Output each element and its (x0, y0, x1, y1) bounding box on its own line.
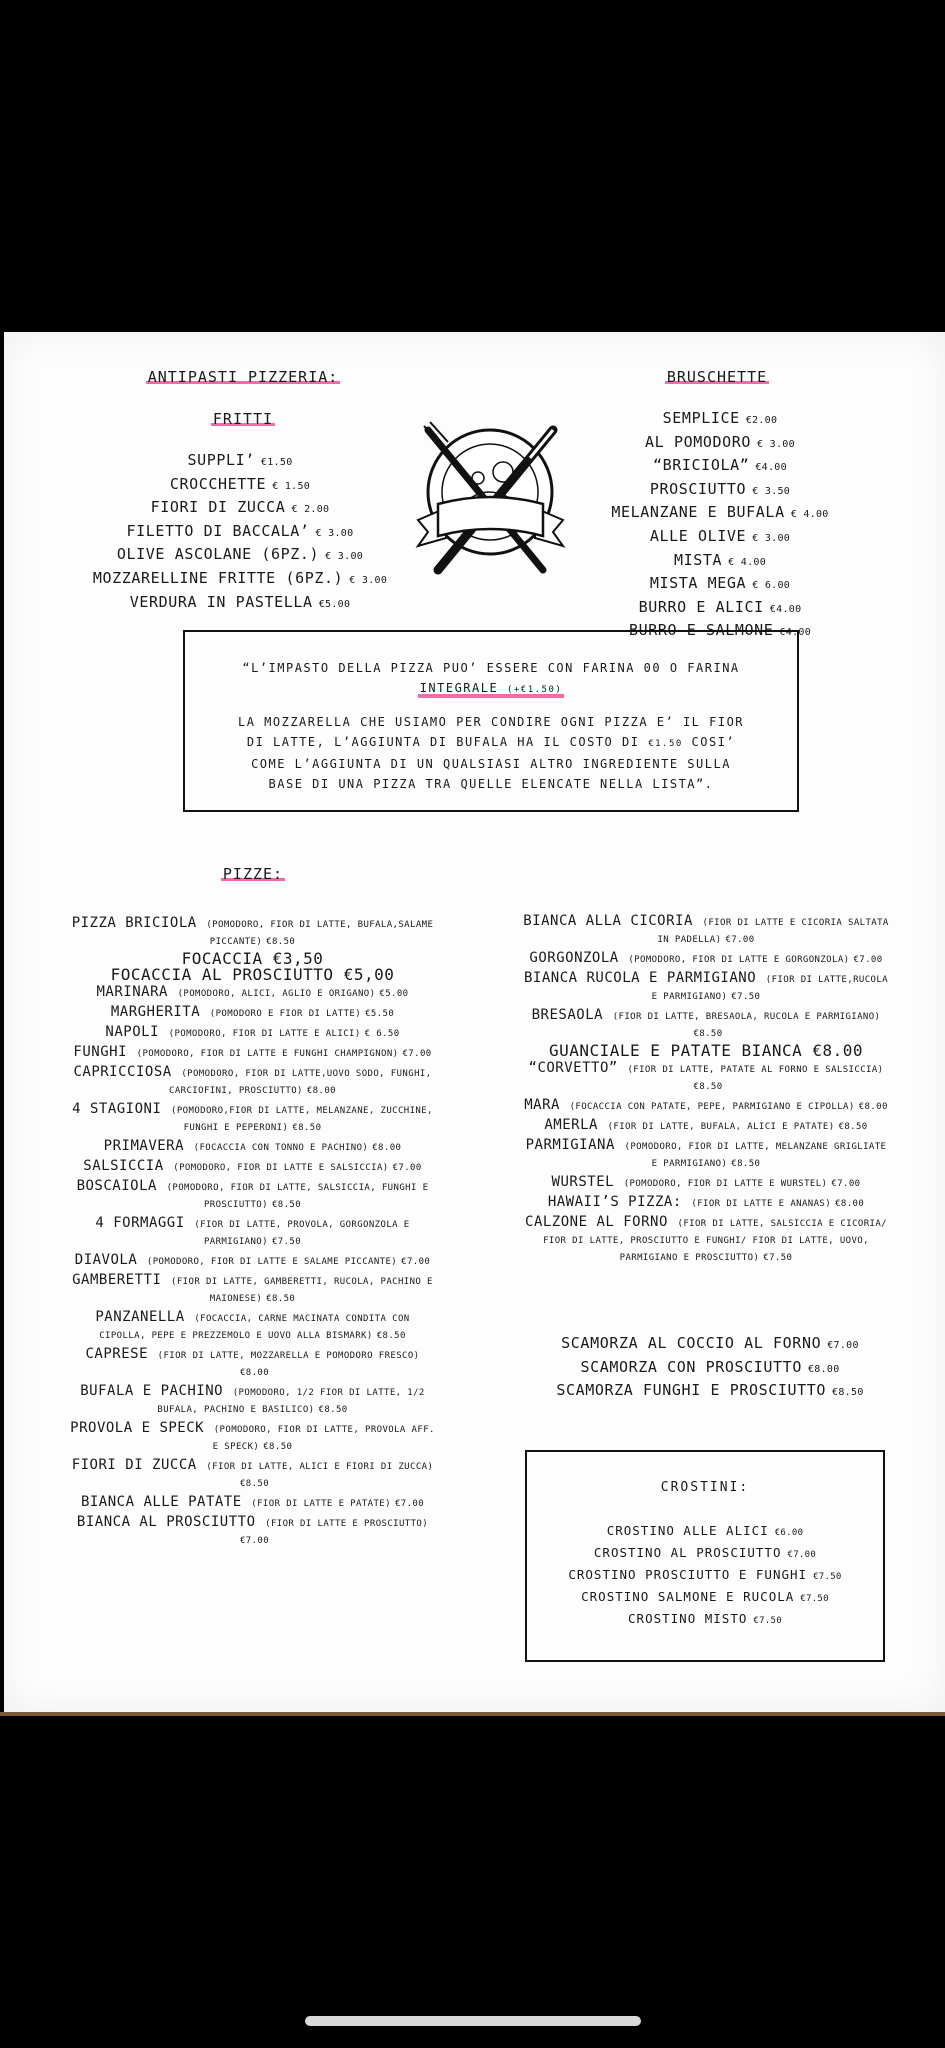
pizza-name: FOCACCIA AL PROSCIUTTO €5,00 (110, 965, 395, 984)
pizza-ingredients: (FIOR DI LATTE, GAMBERETTI, RUCOLA, PACHINO E MAIONESE) (171, 1277, 433, 1304)
pizza-price: € 6.50 (364, 1029, 400, 1039)
pizza-ingredients: (POMODORO, FIOR DI LATTE E FUNGHI CHAMPIGNON) (136, 1049, 399, 1059)
pizza-ingredients: (POMODORO, FIOR DI LATTE, SALSICCIA, FUNGHI E PROSCIUTTO) (166, 1183, 429, 1210)
pizza-price: €8.50 (731, 1159, 761, 1169)
crostino-name: CROSTINO SALMONE E RUCOLA (581, 1589, 795, 1604)
bruschetta-name: “BRICIOLA” (653, 456, 750, 475)
bruschetta-item (590, 455, 850, 479)
notice-bufala-price: €1.50 (648, 739, 683, 749)
pizza-name: DIAVOLA (74, 1252, 138, 1268)
pizza-name: PROVOLA E SPECK (70, 1420, 205, 1436)
scamorza-name: SCAMORZA FUNGHI E PROSCIUTTO (556, 1381, 827, 1400)
scamorza-price: €8.50 (832, 1387, 864, 1399)
pizza-item (70, 984, 435, 1001)
bruschetta-item (590, 526, 850, 550)
bruschetta-price: € 3.50 (752, 485, 791, 497)
pizze-heading (208, 865, 298, 883)
bruschetta-item (590, 597, 850, 621)
bruschetta-price: €4.00 (755, 462, 787, 474)
pizza-name: BUFALA E PACHINO (80, 1383, 224, 1399)
antipasto-item (70, 544, 410, 568)
antipasto-price: € 2.00 (291, 504, 330, 516)
antipasto-name: VERDURA IN PASTELLA (129, 592, 313, 611)
pizza-name: BIANCA RUCOLA E PARMIGIANO (524, 970, 757, 986)
pizza-item (520, 913, 892, 947)
fritti-title: FRITTI (212, 410, 274, 428)
bruschetta-price: € 3.00 (752, 532, 791, 544)
pizza-item (520, 1174, 892, 1191)
pizze-title: PIZZE: (222, 865, 284, 883)
bruschetta-price: € 6.00 (752, 580, 791, 592)
notice-body-2a: DI LATTE, L’AGGIUNTA DI BUFALA HA IL COSTO DI (246, 735, 640, 749)
crostino-name: CROSTINO AL PROSCIUTTO (593, 1545, 782, 1560)
pizza-item (70, 1138, 435, 1155)
scamorza-name: SCAMORZA CON PROSCIUTTO (580, 1357, 802, 1376)
pizza-ingredients: (POMODORO, ALICI, AGLIO E ORIGANO) (177, 989, 376, 999)
pizza-price: €7.50 (731, 992, 761, 1002)
crostino-item (527, 1565, 883, 1587)
crostino-price: €7.50 (813, 1572, 842, 1582)
pizza-item (520, 1007, 892, 1041)
pizza-item (520, 1117, 892, 1134)
pizza-item (70, 1064, 435, 1098)
crostini-title: CROSTINI: (660, 1480, 750, 1495)
bruschetta-price: €2.00 (745, 415, 778, 426)
plate-cutlery-icon (408, 420, 573, 585)
pizza-price: €8.50 (376, 1331, 406, 1341)
pizza-item (70, 1420, 435, 1454)
pizza-ingredients: (FOCACCIA, CARNE MACINATA CONDITA CON CIPOLLA, PEPE E PREZZEMOLO E UOVO ALLA BISMARK) (99, 1314, 410, 1341)
pizza-name: FOCACCIA €3,50 (181, 949, 324, 968)
notice-body-2b: COSI’ (691, 735, 736, 749)
pizza-price: €8.50 (693, 1082, 723, 1092)
antipasto-item (70, 592, 410, 616)
paper-edge (0, 1712, 945, 1716)
pizza-price: €7.00 (831, 1179, 861, 1189)
antipasto-name: CROCCHETTE (169, 474, 267, 493)
pizza-item (520, 1041, 892, 1060)
antipasto-name: FIORI DI ZUCCA (150, 498, 286, 517)
pizza-name: GUANCIALE E PATATE BIANCA €8.00 (548, 1041, 864, 1060)
pizza-ingredients: (FIOR DI LATTE E ANANAS) (691, 1199, 832, 1209)
scamorza-price: €8.00 (807, 1363, 840, 1375)
pizza-ingredients: (POMODORO, FIOR DI LATTE E ALICI) (168, 1029, 361, 1039)
pizza-name: MARINARA (96, 984, 168, 1000)
pizza-item (520, 950, 892, 967)
bruschetta-name: PROSCIUTTO (649, 479, 747, 498)
pizza-price: €8.00 (239, 1368, 270, 1378)
pizza-name: NAPOLI (105, 1024, 159, 1040)
bruschetta-price: €4.00 (779, 627, 812, 639)
bruschetta-item (590, 479, 850, 503)
pizza-price: €7.00 (402, 1049, 432, 1059)
crostino-price: €7.00 (787, 1550, 817, 1560)
pizza-item (520, 1060, 892, 1094)
pizza-ingredients: (POMODORO E FIOR DI LATTE) (209, 1009, 362, 1019)
pizza-name: HAWAII’S PIZZA: (547, 1194, 682, 1210)
pizza-item (70, 965, 435, 984)
antipasto-price: € 3.00 (325, 551, 364, 563)
crostino-price: €7.50 (800, 1594, 829, 1604)
scamorza-name: SCAMORZA AL COCCIO AL FORNO (561, 1334, 822, 1352)
pizza-item (70, 1158, 435, 1175)
crostino-item (527, 1609, 883, 1631)
pizza-ingredients: (FIOR DI LATTE, PATATE AL FORNO E SALSICCIA) (627, 1065, 884, 1075)
pizza-name: SALSICCIA (83, 1158, 164, 1174)
pizza-ingredients: (POMODORO, FIOR DI LATTE E WURSTEL) (623, 1179, 828, 1189)
pizza-item (70, 915, 435, 949)
crostino-price: €6.00 (774, 1528, 804, 1538)
pizza-item (520, 1137, 892, 1171)
crostino-price: €7.50 (753, 1616, 782, 1626)
scamorza-price: €7.00 (827, 1340, 859, 1351)
pizza-name: BIANCA ALLE PATATE (80, 1494, 242, 1510)
bruschetta-price: € 4.00 (728, 556, 767, 568)
pizza-price: €7.00 (239, 1536, 270, 1546)
pizza-ingredients: (POMODORO, FIOR DI LATTE,UOVO SODO, FUNGHI, CARCIOFINI, PROSCIUTTO) (169, 1069, 432, 1096)
pizza-ingredients: (FIOR DI LATTE E PROSCIUTTO) (265, 1519, 429, 1529)
fritti-heading (198, 410, 288, 428)
antipasto-price: € 3.00 (349, 574, 388, 586)
bruschetta-item (590, 573, 850, 597)
pizza-ingredients: (POMODORO, FIOR DI LATTE, MELANZANE GRIGLIATE E PARMIGIANO) (624, 1142, 887, 1169)
pizza-price: €7.50 (271, 1237, 302, 1247)
pizza-name: FIORI DI ZUCCA (71, 1457, 197, 1473)
bruschetta-name: SEMPLICE (662, 409, 740, 427)
pizza-name: PARMIGIANA (525, 1137, 615, 1153)
pizza-price: €5.00 (379, 989, 409, 999)
pizza-item (70, 1101, 435, 1135)
pizza-ingredients: (FIOR DI LATTE, BRESAOLA, RUCOLA E PARMIGIANO) (612, 1012, 881, 1022)
pizza-item (520, 1194, 892, 1211)
bruschetta-item (590, 432, 850, 456)
pizza-item (70, 1494, 435, 1511)
pizza-ingredients: (FIOR DI LATTE E CICORIA SALTATA IN PADELLA) (657, 918, 889, 945)
pizza-name: PRIMAVERA (103, 1138, 185, 1154)
antipasto-item (70, 497, 410, 521)
pizza-ingredients: (FIOR DI LATTE,RUCOLA E PARMIGIANO) (651, 975, 888, 1002)
pizza-name: BRESAOLA (531, 1007, 604, 1023)
pizza-item (70, 1383, 435, 1417)
pizza-price: €8.50 (271, 1200, 302, 1210)
pizza-name: BOSCAIOLA (76, 1178, 157, 1194)
pizza-ingredients: (POMODORO, FIOR DI LATTE E GORGONZOLA) (628, 955, 850, 965)
antipasto-name: FILETTO DI BACCALA’ (126, 521, 310, 540)
pizza-name: GORGONZOLA (529, 950, 619, 966)
antipasto-price: €5.00 (318, 598, 351, 610)
notice-integrale-line (185, 678, 797, 700)
pizza-price: €7.00 (725, 935, 755, 945)
bruschetta-item (590, 550, 850, 574)
scamorza-item (530, 1333, 890, 1357)
pizza-ingredients: (POMODORO,FIOR DI LATTE, MELANZANE, ZUCCHINE, FUNGHI E PEPERONI) (171, 1106, 433, 1133)
pizza-item (70, 1178, 435, 1212)
crostino-name: CROSTINO PROSCIUTTO E FUNGHI (568, 1567, 808, 1582)
bruschetta-price: € 3.00 (757, 438, 795, 450)
pizza-name: WURSTEL (551, 1174, 615, 1190)
pizza-item (70, 1272, 435, 1306)
antipasto-item (70, 568, 410, 592)
pizza-item (70, 1044, 435, 1061)
bruschetta-name: AL POMODORO (645, 432, 751, 451)
pizza-price: €7.00 (853, 955, 883, 965)
pizza-name: CAPRESE (85, 1346, 149, 1362)
pizza-ingredients: (FIOR DI LATTE, ALICI E FIORI DI ZUCCA) (206, 1462, 434, 1472)
bruschetta-name: MELANZANE E BUFALA (611, 503, 785, 522)
pizza-item (70, 1004, 435, 1021)
pizza-item (70, 1024, 435, 1041)
pizze-left-list (70, 915, 435, 1551)
integrale-label: INTEGRALE (419, 681, 499, 695)
pizza-name: BIANCA AL PROSCIUTTO (76, 1514, 256, 1530)
pizza-item (70, 1346, 435, 1380)
home-indicator[interactable] (305, 2016, 641, 2026)
pizza-price: €8.00 (858, 1102, 888, 1112)
scamorza-item (530, 1380, 890, 1404)
pizza-ingredients: (POMODORO, FIOR DI LATTE, PROVOLA AFF. E SPECK) (212, 1425, 435, 1452)
notice-body-4: BASE DI UNA PIZZA TRA QUELLE ELENCATE NELLA LISTA”. (268, 777, 714, 791)
pizza-price: €8.50 (266, 1294, 296, 1304)
integrale-price: (+€1.50) (506, 685, 563, 695)
crostino-item (527, 1587, 883, 1609)
pizza-price: €8.50 (292, 1123, 322, 1133)
pizza-name: CALZONE AL FORNO (525, 1214, 668, 1230)
crostini-box (525, 1450, 885, 1662)
pizza-name: GAMBERETTI (72, 1272, 162, 1288)
pizza-name: MARGHERITA (110, 1004, 201, 1020)
pizza-name: PANZANELLA (95, 1309, 185, 1325)
pizza-item (520, 970, 892, 1004)
antipasto-name: OLIVE ASCOLANE (6PZ.) (116, 545, 320, 564)
pizza-ingredients: (POMODORO, 1/2 FIOR DI LATTE, 1/2 BUFALA, PACHINO E BASILICO) (157, 1388, 425, 1415)
bruschetta-price: € 4.00 (790, 509, 829, 521)
pizza-ingredients: (POMODORO, FIOR DI LATTE E SALAME PICCANTE) (146, 1257, 398, 1267)
pizza-price: €8.00 (835, 1199, 865, 1209)
pizza-item (70, 1309, 435, 1343)
pizza-ingredients: (FIOR DI LATTE, SALSICCIA E CICORIA/ FIOR DI LATTE, PROSCIUTTO E FUNGHI/ FIOR DI LATTE, UOVO, PARMIGIANO E PROSCIUTTO) (543, 1219, 887, 1263)
antipasto-name: SUPPLI’ (187, 451, 255, 469)
crostino-name: CROSTINO ALLE ALICI (606, 1523, 769, 1538)
pizza-name: 4 STAGIONI (72, 1101, 162, 1117)
pizze-right-list (520, 913, 892, 1268)
pizza-name: CAPRICCIOSA (73, 1064, 172, 1080)
antipasto-item (70, 474, 410, 498)
antipasti-title: ANTIPASTI PIZZERIA: (147, 368, 339, 386)
crostino-item (527, 1521, 883, 1543)
pizza-price: €8.50 (318, 1405, 348, 1415)
pizza-item (70, 1457, 435, 1491)
pizza-price: €7.00 (401, 1257, 431, 1267)
bruschetta-name: BURRO E ALICI (638, 597, 764, 616)
antipasto-item (70, 450, 410, 474)
pizza-ingredients: (FIOR DI LATTE, PROVOLA, GORGONZOLA E PARMIGIANO) (194, 1220, 410, 1247)
notice-body-2 (185, 732, 797, 754)
pizza-price: €8.00 (372, 1143, 402, 1153)
antipasto-price: €1.50 (260, 457, 293, 468)
antipasti-heading (138, 368, 348, 386)
antipasto-name: MOZZARELLINE FRITTE (6PZ.) (92, 568, 344, 587)
notice-line-1: “L’IMPASTO DELLA PIZZA PUO’ ESSERE CON FARINA 00 O FARINA (242, 661, 740, 675)
pizza-price: €8.50 (263, 1442, 293, 1452)
pizza-price: €8.50 (239, 1479, 270, 1489)
crostino-item (527, 1543, 883, 1565)
pizza-ingredients: (POMODORO, FIOR DI LATTE, BUFALA,SALAME PICCANTE) (206, 920, 434, 947)
pizza-ingredients: (FIOR DI LATTE, MOZZARELLA E POMODORO FRESCO) (157, 1351, 420, 1361)
bruschetta-name: MISTA (673, 550, 723, 569)
pizza-name: PIZZA BRICIOLA (71, 915, 197, 931)
bruschette-list (590, 408, 850, 644)
pizza-item (70, 1514, 435, 1548)
dough-notice-box (183, 630, 799, 812)
bruschetta-name: BURRO E SALMONE (628, 621, 774, 640)
bruschetta-price: €4.00 (769, 603, 802, 615)
notice-integrale (418, 678, 565, 700)
bruschetta-item (590, 408, 850, 432)
pizza-name: BIANCA ALLA CICORIA (523, 913, 693, 929)
pizza-name: “CORVETTO” (528, 1060, 618, 1076)
pizza-name: MARA (524, 1097, 560, 1113)
pizza-ingredients: (FIOR DI LATTE E PATATE) (251, 1499, 391, 1509)
antipasto-item (70, 521, 410, 545)
scamorza-list (530, 1333, 890, 1404)
pizza-price: €5.50 (365, 1009, 395, 1019)
pizza-item (520, 1097, 892, 1114)
notice-body-1: LA MOZZARELLA CHE USIAMO PER CONDIRE OGNI PIZZA E’ IL FIOR (237, 715, 745, 729)
pizza-item (520, 1214, 892, 1265)
pizza-ingredients: (FOCACCIA CON TONNO E PACHINO) (193, 1143, 369, 1153)
pizza-price: €7.50 (763, 1253, 793, 1263)
scamorza-item (530, 1357, 890, 1381)
pizza-price: €8.50 (838, 1122, 868, 1132)
pizza-price: €7.00 (394, 1499, 425, 1509)
bruschetta-name: MISTA MEGA (649, 574, 747, 593)
pizza-name: FUNGHI (73, 1044, 127, 1060)
pizza-name: AMERLA (544, 1117, 598, 1133)
crostino-name: CROSTINO MISTO (628, 1611, 748, 1626)
bruschetta-name: ALLE OLIVE (649, 526, 747, 545)
pizza-ingredients: (FIOR DI LATTE, BUFALA, ALICI E PATATE) (607, 1122, 835, 1132)
bruschetta-item (590, 502, 850, 526)
antipasto-price: € 1.50 (272, 480, 311, 492)
pizza-price: €8.50 (693, 1029, 723, 1039)
crostini-list (527, 1521, 883, 1631)
pizza-ingredients: (POMODORO, FIOR DI LATTE E SALSICCIA) (173, 1163, 389, 1173)
pizza-price: €8.00 (306, 1086, 336, 1096)
pizza-item (70, 1215, 435, 1249)
antipasti-list (70, 450, 410, 615)
pizza-item (70, 949, 435, 968)
pizza-ingredients: (FOCACCIA CON PATATE, PEPE, PARMIGIANO E CIPOLLA) (569, 1102, 855, 1112)
pizza-name: 4 FORMAGGI (95, 1215, 185, 1231)
pizza-price: €7.00 (392, 1163, 422, 1173)
pizza-price: €8.50 (266, 937, 296, 947)
antipasto-price: € 3.00 (315, 527, 354, 539)
pizza-item (70, 1252, 435, 1269)
notice-body-3: COME L’AGGIUNTA DI UN QUALSIASI ALTRO INGREDIENTE SULLA (251, 757, 731, 771)
bruschette-heading (662, 368, 772, 386)
bruschette-title: BRUSCHETTE (666, 368, 768, 386)
